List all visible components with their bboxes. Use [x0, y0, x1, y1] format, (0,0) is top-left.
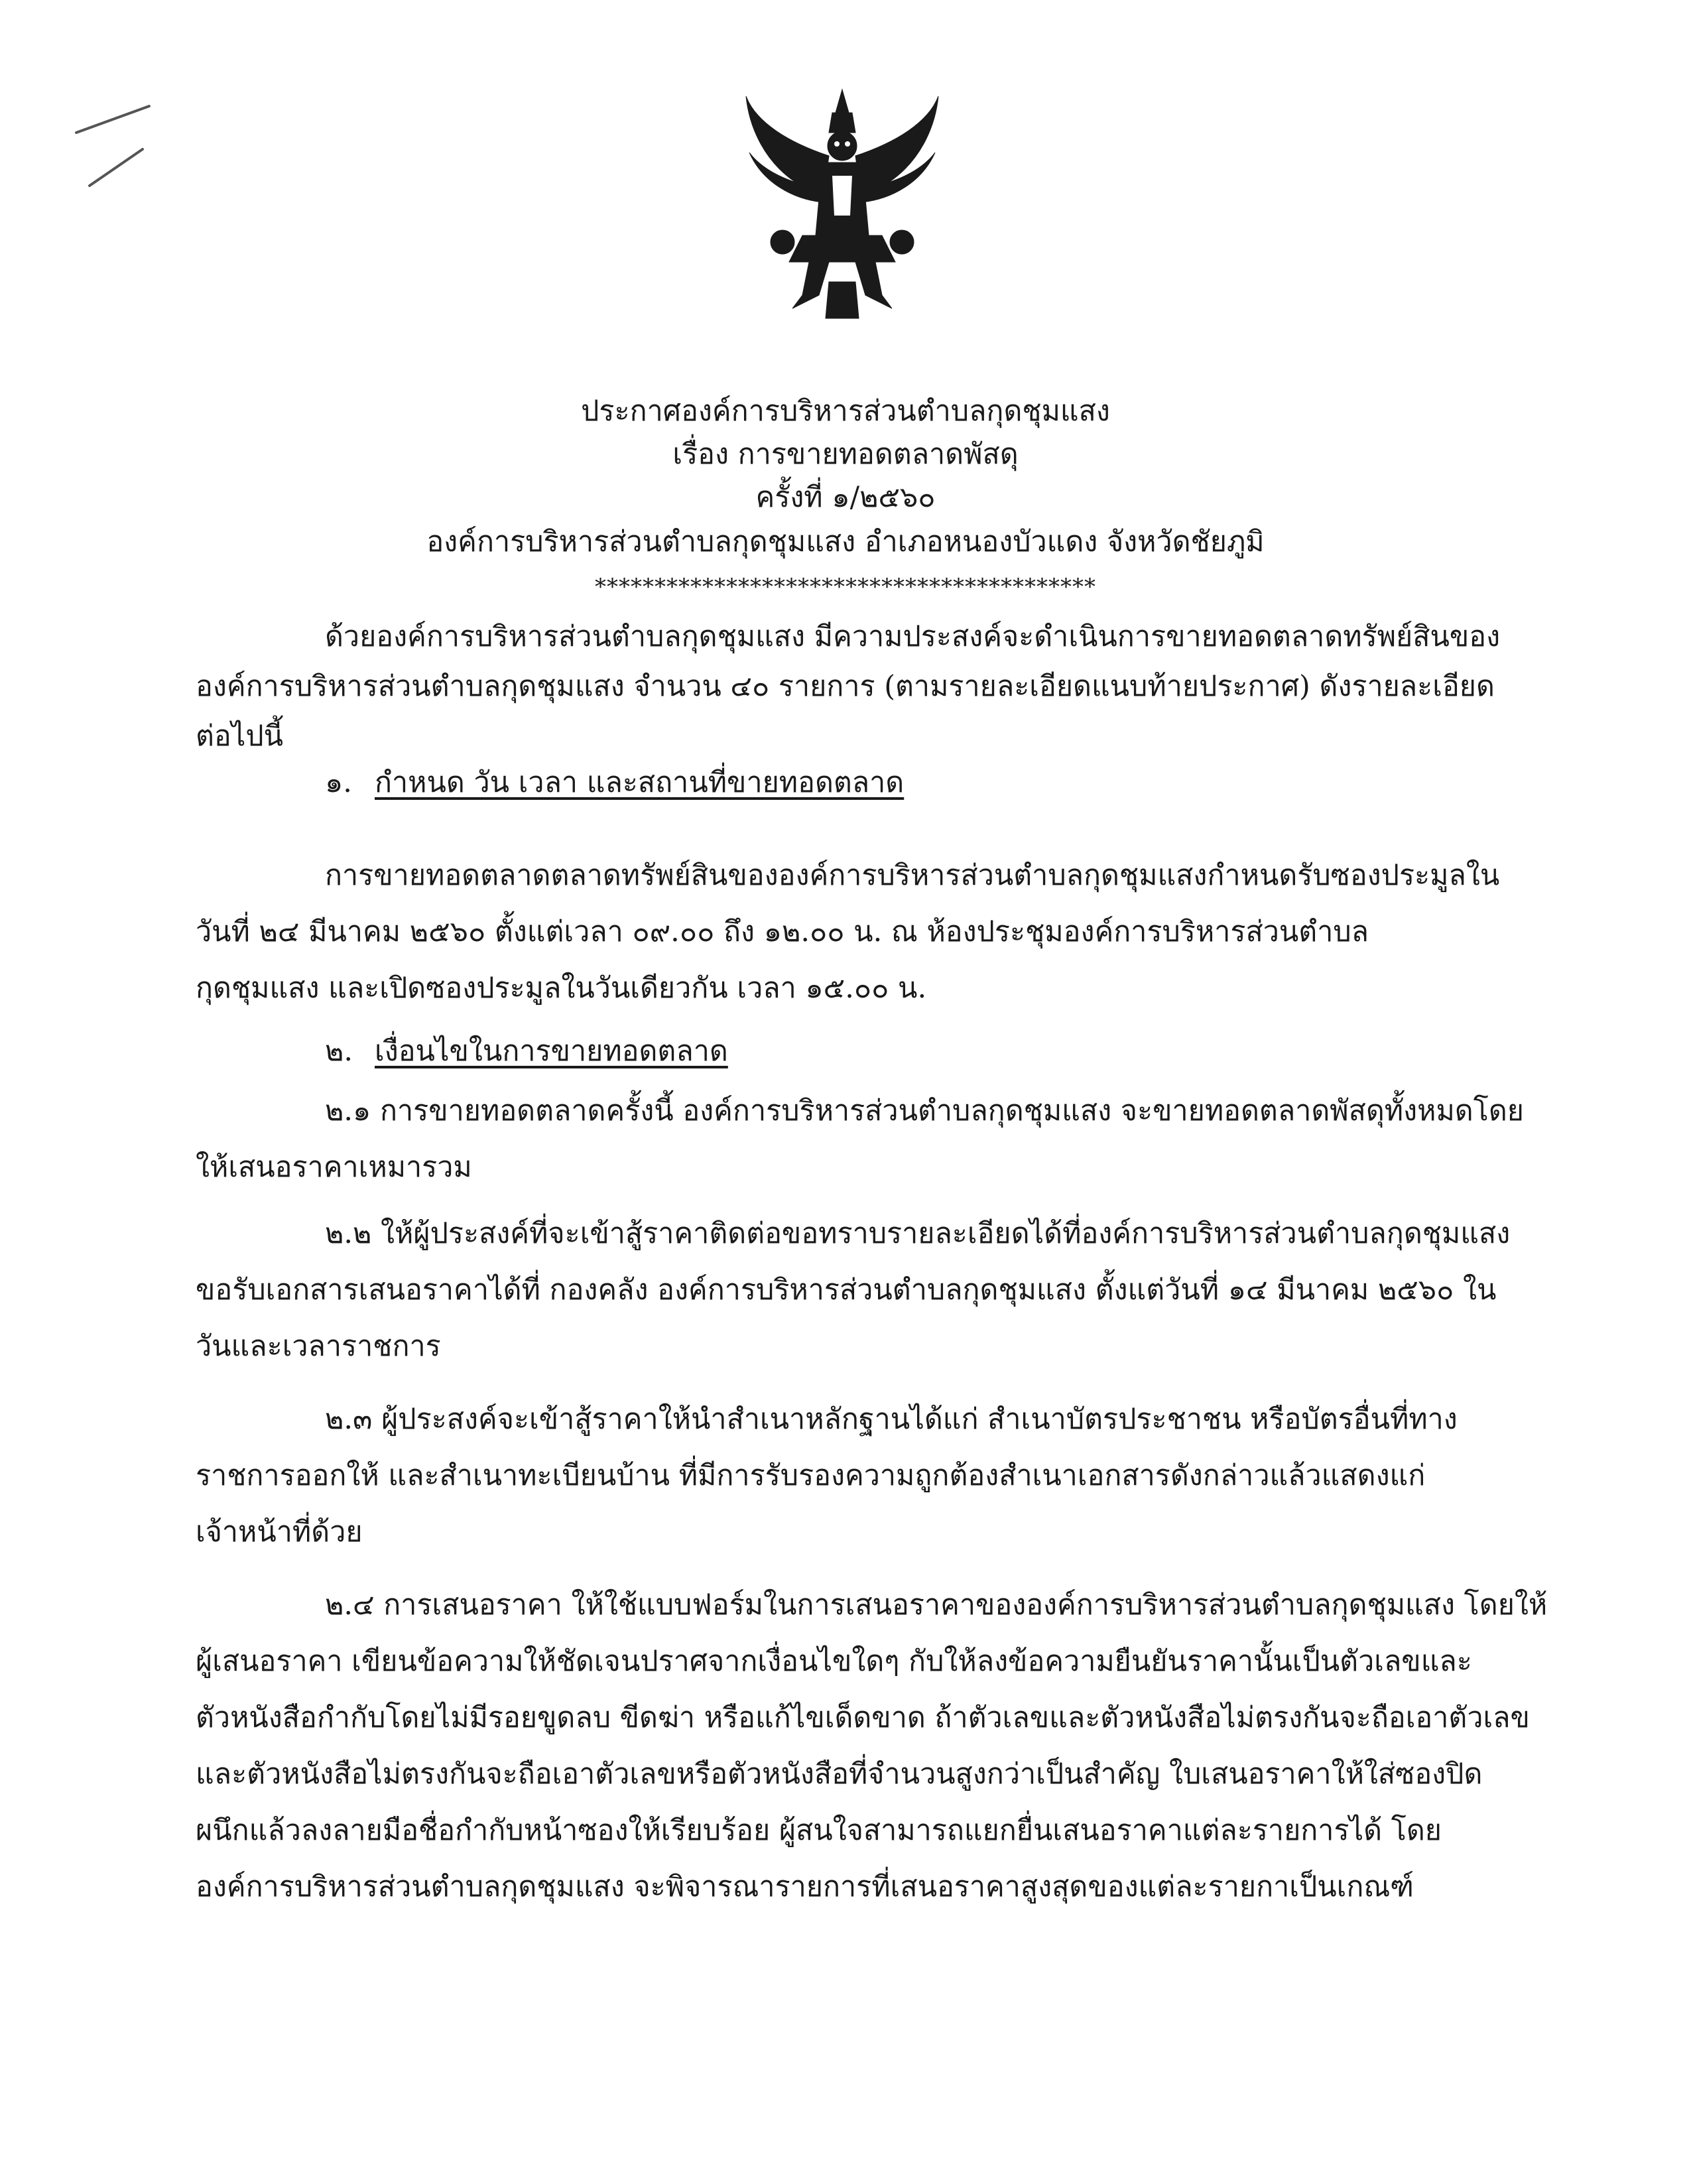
- para-2-4-line-6: องค์การบริหารส่วนตำบลกุดชุมแสง จะพิจารณารายการที่เสนอราคาสูงสุดของแต่ละรายกาเป็นเกณฑ์: [196, 1870, 1414, 1903]
- para-2-1-line-1: ๒.๑ การขายทอดตลาดครั้งนี้ องค์การบริหารส่วนตำบลกุดชุมแสง จะขายทอดตลาดพัสดุทั้งหมดโดย: [325, 1094, 1524, 1127]
- section1-line-1: การขายทอดตลาดตลาดทรัพย์สินขององค์การบริหารส่วนตำบลกุดชุมแสงกำหนดรับซองประมูลใน: [325, 859, 1500, 892]
- para-2-2-line-2: ขอรับเอกสารเสนอราคาได้ที่ กองคลัง องค์การบริหารส่วนตำบลกุดชุมแสง ตั้งแต่วันที่ ๑๔ มีนาคม ๒๕๖๐ ใน: [196, 1273, 1497, 1307]
- para-2-2-line-1: ๒.๒ ให้ผู้ประสงค์ที่จะเข้าสู้ราคาติดต่อขอทราบรายละเอียดได้ที่องค์การบริหารส่วนตำบลกุดชุมแสง: [325, 1217, 1511, 1250]
- section1-line-2: วันที่ ๒๔ มีนาคม ๒๕๖๐ ตั้งแต่เวลา ๐๙.๐๐ ถึง ๑๒.๐๐ น. ณ ห้องประชุมองค์การบริหารส่วนตำบล: [196, 915, 1369, 948]
- para-2-3-line-3: เจ้าหน้าที่ด้วย: [196, 1515, 363, 1549]
- para-2-3-line-1: ๒.๓ ผู้ประสงค์จะเข้าสู้ราคาให้นำสำเนาหลักฐานได้แก่ สำเนาบัตรประชาชน หรือบัตรอื่นที่ทาง: [325, 1403, 1458, 1436]
- para-2-4-line-2: ผู้เสนอราคา เขียนข้อความให้ชัดเจนปราศจากเงื่อนไขใดๆ กับให้ลงข้อความยืนยันราคานั้นเป็นตัวเลขและ: [196, 1645, 1472, 1678]
- intro-line-3: ต่อไปนี้: [196, 720, 284, 753]
- para-2-3-line-2: ราชการออกให้ และสำเนาทะเบียนบ้าน ที่มีการรับรองความถูกต้องสำเนาเอกสารดังกล่าวแล้วแสดงแก่: [196, 1459, 1426, 1492]
- para-2-4-line-4: และตัวหนังสือไม่ตรงกันจะถือเอาตัวเลขหรือตัวหนังสือที่จำนวนสูงกว่าเป็นสำคัญ ใบเสนอราคาให้ใส่ซองปิด: [196, 1758, 1483, 1791]
- header-line-round: ครั้งที่ ๑/๒๕๖๐: [755, 481, 936, 514]
- intro-line-2: องค์การบริหารส่วนตำบลกุดชุมแสง จำนวน ๔๐ รายการ (ตามรายละเอียดแนบท้ายประกาศ) ดังรายละเอียด: [196, 670, 1495, 703]
- section2-title: เงื่อนไขในการขายทอดตลาด: [375, 1035, 728, 1068]
- garuda-emblem-icon: [729, 83, 955, 322]
- section2-number: ๒.: [325, 1035, 353, 1068]
- header-line-title: ประกาศองค์การบริหารส่วนตำบลกุดชุมแสง: [581, 395, 1110, 428]
- pen-marks-icon: [70, 99, 162, 192]
- section1-title: กำหนด วัน เวลา และสถานที่ขายทอดตลาด: [375, 766, 905, 799]
- header-line-organization: องค์การบริหารส่วนตำบลกุดชุมแสง อำเภอหนองบัวแดง จังหวัดชัยภูมิ: [426, 525, 1265, 558]
- header-line-subject: เรื่อง การขายทอดตลาดพัสดุ: [672, 438, 1019, 471]
- section1-line-3: กุดชุมแสง และเปิดซองประมูลในวันเดียวกัน เวลา ๑๕.๐๐ น.: [196, 972, 927, 1005]
- intro-line-1: ด้วยองค์การบริหารส่วนตำบลกุดชุมแสง มีความประสงค์จะดำเนินการขายทอดตลาดทรัพย์สินของ: [325, 620, 1501, 653]
- para-2-1-line-2: ให้เสนอราคาเหมารวม: [196, 1151, 472, 1184]
- para-2-4-line-1: ๒.๔ การเสนอราคา ให้ใช้แบบฟอร์มในการเสนอราคาขององค์การบริหารส่วนตำบลกุดชุมแสง โดยให้: [325, 1588, 1548, 1622]
- header-separator: ******************************************: [595, 574, 1096, 600]
- para-2-4-line-5: ผนึกแล้วลงลายมือชื่อกำกับหน้าซองให้เรียบร้อย ผู้สนใจสามารถแยกยื่นเสนอราคาแต่ละรายการได้ โดย: [196, 1814, 1442, 1847]
- section1-number: ๑.: [325, 766, 352, 799]
- para-2-4-line-3: ตัวหนังสือกำกับโดยไม่มีรอยขูดลบ ขีดฆ่า หรือแก้ไขเด็ดขาด ถ้าตัวเลขและตัวหนังสือไม่ตรงกันจะถือเอาตัวเลข: [196, 1701, 1530, 1734]
- para-2-2-line-3: วันและเวลาราชการ: [196, 1330, 441, 1363]
